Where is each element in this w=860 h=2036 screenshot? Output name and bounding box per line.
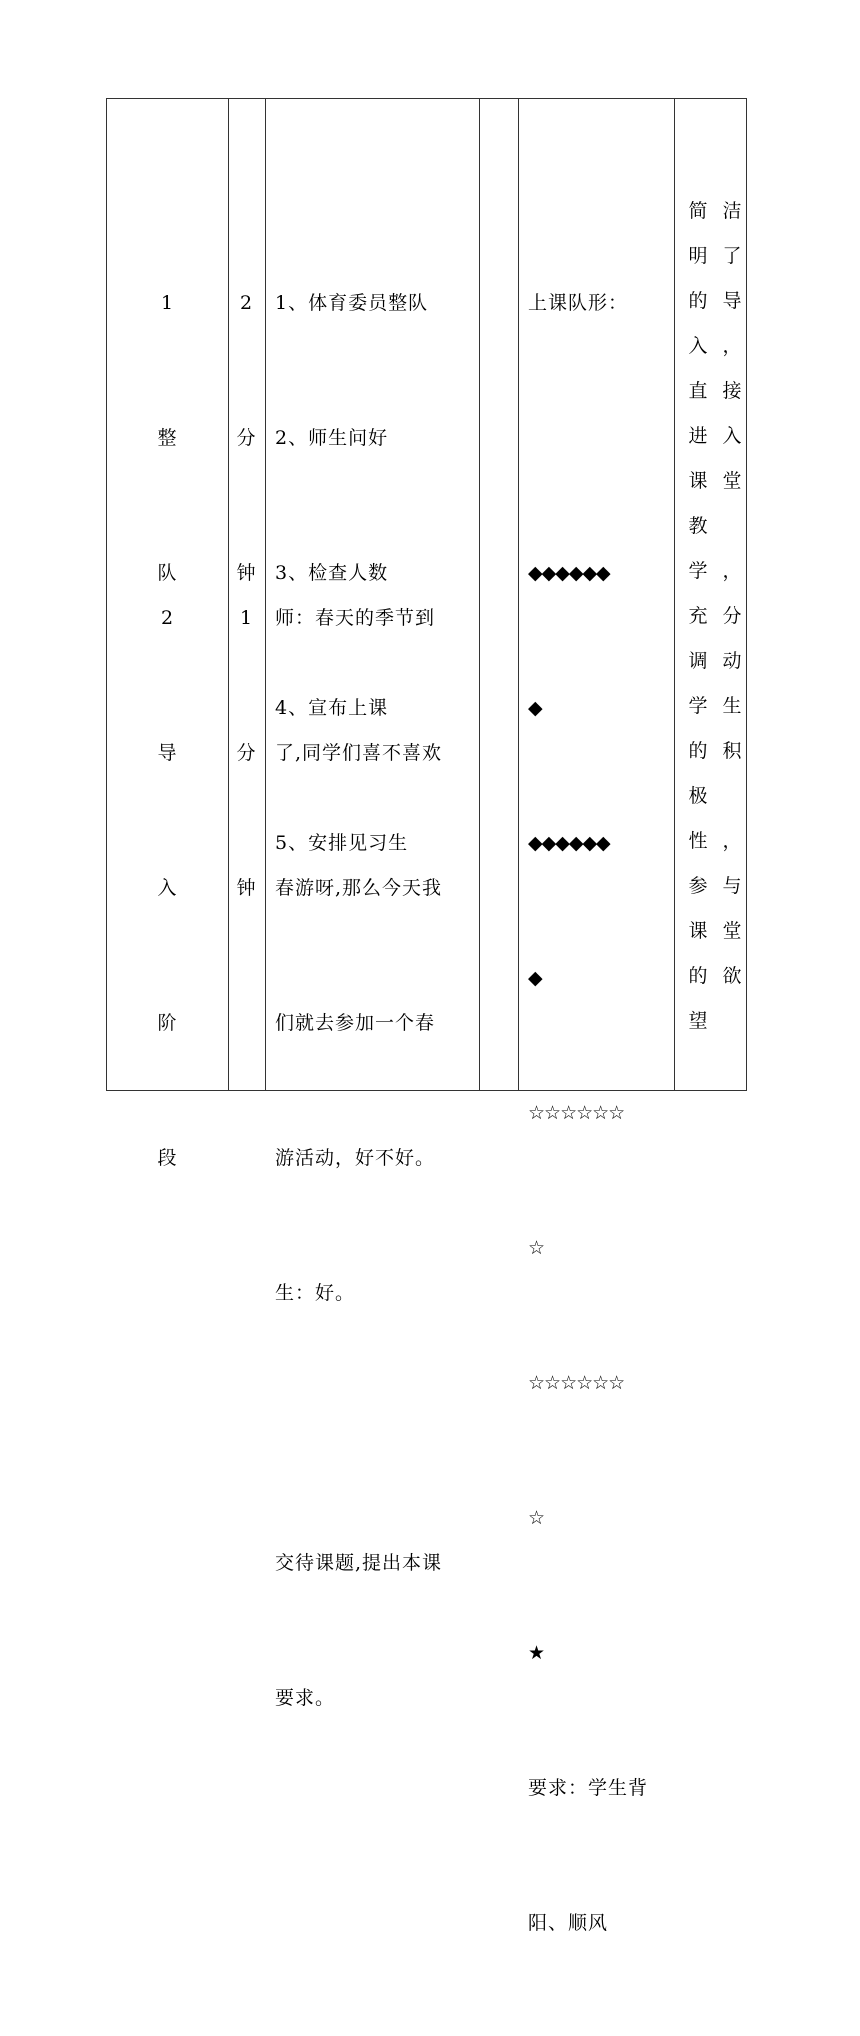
phase-2-title-char: 入 (157, 877, 178, 899)
notes-char: 的 (688, 965, 708, 987)
formation-row-diamonds: ◆◆◆◆◆◆ (528, 832, 610, 854)
notes-char: 堂 (722, 920, 742, 942)
notes-char: 堂 (722, 470, 742, 492)
time-char: 钟 (236, 877, 257, 899)
notes-char: 导 (722, 290, 742, 312)
notes-row (683, 234, 747, 279)
time-char: 2 (239, 292, 254, 314)
notes-char: 动 (722, 650, 742, 672)
formation-row-stars: ☆☆☆☆☆☆ (528, 1372, 625, 1394)
phase-2-number: 2 (160, 607, 175, 629)
notes-char: 积 (722, 740, 742, 762)
formation-row-diamonds: ◆ (528, 967, 542, 989)
content-line: 3、检查人数 (275, 562, 389, 584)
notes-row (683, 459, 747, 504)
notes-char: 了 (722, 245, 742, 267)
notes-row (683, 954, 747, 999)
content-line: 要求。 (275, 1687, 336, 1709)
column-divider (265, 99, 266, 1090)
notes-char: 明 (688, 245, 708, 267)
notes-char: 入 (688, 335, 708, 357)
notes-row (683, 639, 747, 684)
notes-char: 课 (688, 470, 708, 492)
content-line: 2、师生问好 (275, 427, 389, 449)
content-line: 生：好。 (275, 1282, 356, 1304)
phase-2-time (228, 506, 265, 1001)
phase-1-title-char: 队 (157, 562, 178, 584)
time-char: 分 (236, 742, 257, 764)
notes-char: 洁 (722, 200, 742, 222)
notes-char: 极 (688, 785, 708, 807)
phase-1-number: 1 (160, 292, 175, 314)
notes-char (721, 999, 743, 1044)
content-line: 们就去参加一个春 (275, 1012, 436, 1034)
content-line: 1、体育委员整队 (275, 292, 429, 314)
notes-row (683, 729, 747, 774)
formation-row-diamonds: ◆ (528, 697, 542, 719)
lesson-plan-table (106, 98, 747, 1934)
notes-char: 简 (688, 200, 708, 222)
notes-row (683, 999, 747, 1044)
notes-row (683, 594, 747, 639)
notes-row (683, 909, 747, 954)
time-char: 1 (239, 607, 254, 629)
phase-2-cell (107, 506, 228, 1271)
notes-char: 课 (688, 920, 708, 942)
notes-char: 望 (688, 1010, 708, 1032)
notes-cell (683, 189, 747, 1044)
formation-cell (528, 191, 648, 2036)
content-line: 交待课题,提出本课 (275, 1552, 443, 1574)
time-char: 钟 (236, 562, 257, 584)
notes-char (721, 774, 743, 819)
notes-char: 欲 (722, 965, 742, 987)
notes-char: ， (722, 560, 742, 582)
phase-2-content (275, 506, 442, 1811)
notes-row (683, 864, 747, 909)
notes-char (721, 504, 743, 549)
column-divider (479, 99, 480, 1090)
formation-row-diamonds: ◆◆◆◆◆◆ (528, 562, 610, 584)
notes-char: 与 (722, 875, 742, 897)
notes-char: 学 (688, 695, 708, 717)
notes-row (683, 774, 747, 819)
notes-char: 分 (722, 605, 742, 627)
notes-char: 充 (688, 605, 708, 627)
notes-row (683, 279, 747, 324)
notes-char: 进 (688, 425, 708, 447)
notes-char: 性 (688, 830, 708, 852)
content-line (275, 1406, 442, 1451)
content-line: 4、宣布上课 (275, 697, 389, 719)
content-line: 5、安排见习生 (275, 832, 409, 854)
formation-label: 上课队形： (528, 292, 629, 314)
requirement-line: 阳、顺风 (528, 1912, 609, 1934)
notes-char: ， (722, 335, 742, 357)
content-line: 师：春天的季节到 (275, 607, 436, 629)
notes-row (683, 324, 747, 369)
notes-char: 学 (688, 560, 708, 582)
notes-row (683, 549, 747, 594)
time-char: 分 (236, 427, 257, 449)
content-line: 春游呀,那么今天我 (275, 877, 443, 899)
notes-char: 调 (688, 650, 708, 672)
phase-1-title-char: 整 (157, 427, 178, 449)
notes-char: 接 (722, 380, 742, 402)
formation-row-stars: ☆ (528, 1507, 545, 1529)
notes-char: 参 (688, 875, 708, 897)
content-line: 了,同学们喜不喜欢 (275, 742, 443, 764)
notes-row (683, 414, 747, 459)
teacher-star: ★ (528, 1642, 545, 1664)
formation-row-stars: ☆ (528, 1237, 545, 1259)
notes-char: 的 (688, 740, 708, 762)
phase-2-title-char: 段 (157, 1147, 178, 1169)
column-divider (674, 99, 675, 1090)
notes-char: 直 (688, 380, 708, 402)
notes-row (683, 684, 747, 729)
formation-row-stars: ☆☆☆☆☆☆ (528, 1102, 625, 1124)
content-line: 游活动，好不好。 (275, 1147, 436, 1169)
notes-char: 生 (722, 695, 742, 717)
notes-row (683, 504, 747, 549)
notes-row (683, 189, 747, 234)
notes-char: 入 (722, 425, 742, 447)
notes-char: 教 (688, 515, 708, 537)
requirement-line: 要求：学生背 (528, 1777, 649, 1799)
notes-row (683, 369, 747, 414)
notes-row (683, 819, 747, 864)
notes-char: ， (722, 830, 742, 852)
notes-char: 的 (688, 290, 708, 312)
formation-row (528, 416, 648, 461)
column-divider (518, 99, 519, 1090)
phase-2-title-char: 阶 (157, 1012, 178, 1034)
phase-2-title-char: 导 (157, 742, 178, 764)
